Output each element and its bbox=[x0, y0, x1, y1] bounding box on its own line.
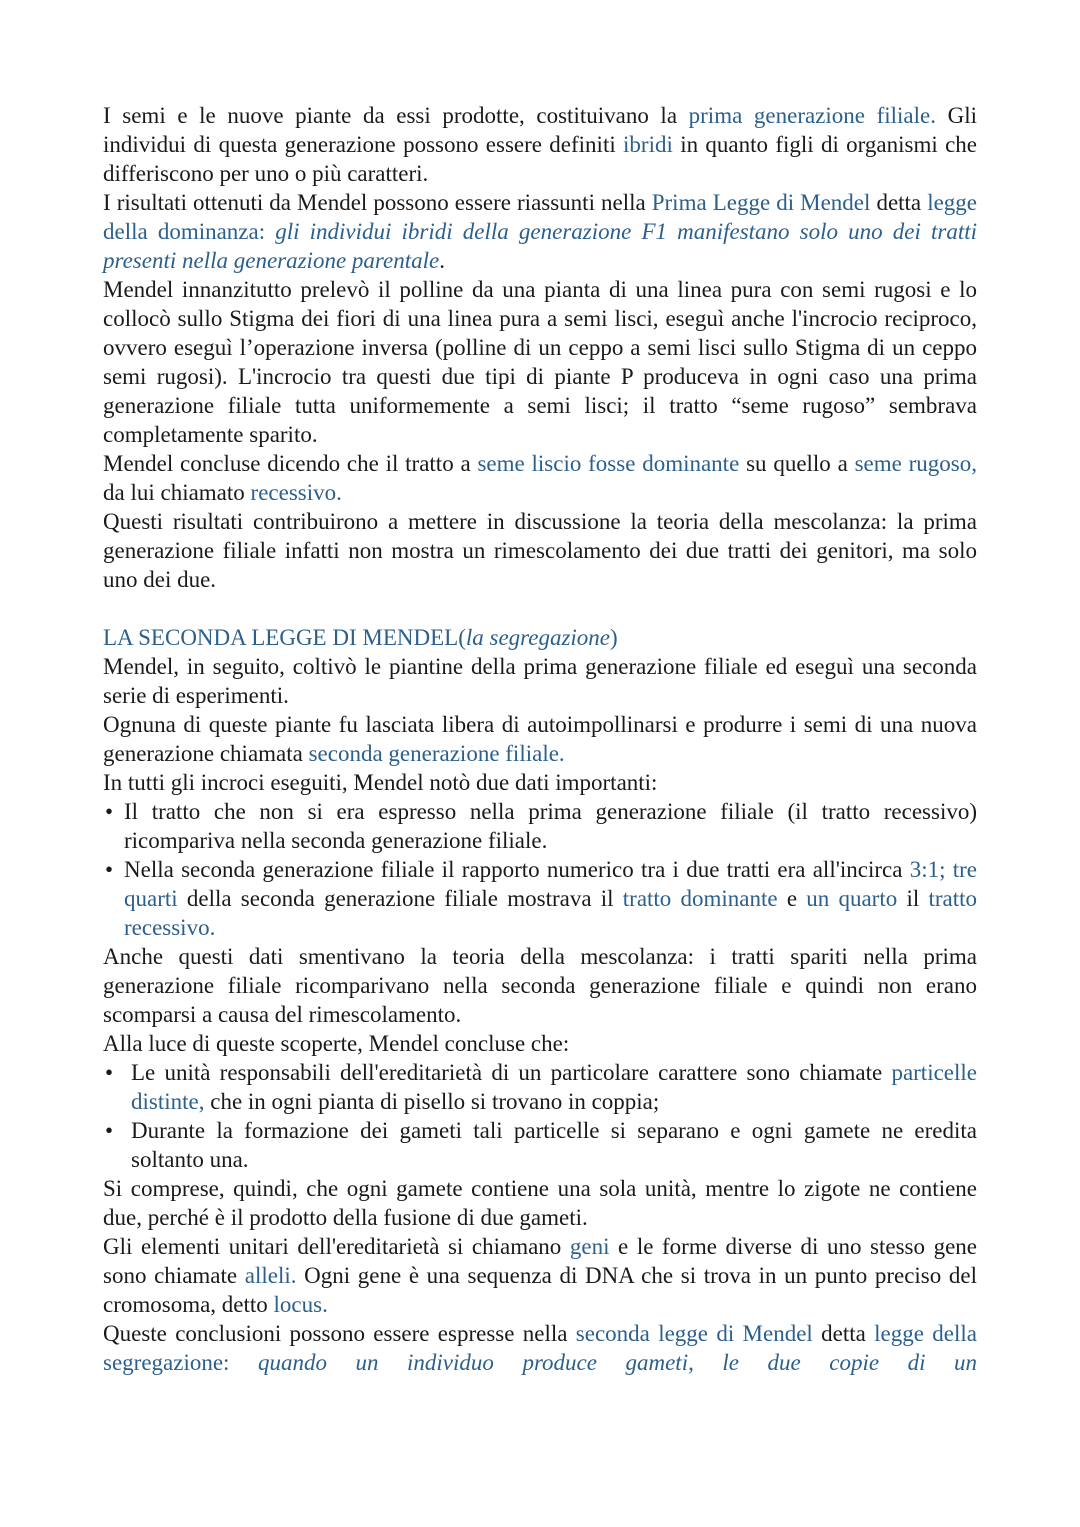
paragraph-second-experiments: Mendel, in seguito, coltivò le piantine della prima generazione filiale ed eseguì una seconda serie di esperimenti. bbox=[103, 654, 977, 708]
term-distinct-particles: particelle distinte, bbox=[131, 1060, 977, 1114]
term-first-filial-generation: prima generazione filiale. bbox=[688, 103, 936, 128]
paragraph-disproved-blending: Anche questi dati smentivano la teoria della mescolanza: i tratti spariti nella prima generazione filiale ricomparivano nella seconda generazione filiale e quindi non erano scomparsi a causa del rimescolamento. bbox=[103, 944, 977, 1027]
term-first-law: Prima Legge di Mendel bbox=[651, 190, 871, 215]
term-second-law: seconda legge di Mendel bbox=[575, 1321, 813, 1346]
paragraph-dominant-recessive: Mendel concluse dicendo che il tratto a seme liscio fosse dominante su quello a seme rugoso, da lui chiamato recessivo. bbox=[103, 451, 977, 505]
observations-list bbox=[103, 797, 977, 942]
section-heading-second-law: LA SECONDA LEGGE DI MENDEL(la segregazione) bbox=[103, 625, 618, 650]
term-hybrids: ibridi bbox=[623, 132, 673, 157]
second-law-definition: quando un individuo produce gameti, le due copie di un bbox=[257, 1350, 977, 1375]
paragraph-second-law: Queste conclusioni possono essere espresse nella seconda legge di Mendel detta legge della segregazione: quando un individuo produce gameti, le due copie di un bbox=[103, 1321, 978, 1375]
paragraph-blending-theory: Questi risultati contribuirono a mettere in discussione la teoria della mescolanza: la prima generazione filiale infatti non mostra un rimescolamento dei due tratti dei genitori, ma solo uno dei due. bbox=[103, 509, 977, 592]
term-law-of-dominance: legge della dominanza: bbox=[103, 190, 977, 244]
list-item: • Durante la formazione dei gameti tali particelle si separano e ogni gamete ne eredita soltanto una. bbox=[105, 1118, 977, 1172]
list-item: • Nella seconda generazione filiale il rapporto numerico tra i due tratti era all'incirca 3:1; tre quarti della seconda generazione filiale mostrava il tratto dominante e un quarto il tratto recessivo. bbox=[105, 857, 977, 940]
term-second-filial-generation: seconda generazione filiale. bbox=[308, 741, 565, 766]
bullet-icon: • bbox=[105, 1118, 114, 1143]
term-law-of-segregation: legge della segregazione: bbox=[103, 1321, 978, 1375]
document-page bbox=[103, 101, 977, 1377]
paragraph-first-filial-generation: I semi e le nuove piante da essi prodotte, costituivano la prima generazione filiale. Gli individui di questa generazione possono essere definiti ibridi in quanto figli di organismi che differiscono per uno o più caratteri. bbox=[103, 103, 977, 186]
bullet-icon: • bbox=[105, 799, 114, 824]
paragraph-gamete-zygote: Si comprese, quindi, che ogni gamete contiene una sola unità, mentre lo zigote ne contiene due, perché è il prodotto della fusione di due gameti. bbox=[103, 1176, 977, 1230]
paragraph-two-observations: In tutti gli incroci eseguiti, Mendel notò due dati importanti: bbox=[103, 770, 658, 795]
term-alleles: alleli. bbox=[244, 1263, 297, 1288]
term-one-quarter: un quarto bbox=[806, 886, 898, 911]
paragraph-pollen-experiment: Mendel innanzitutto prelevò il polline da una pianta di una linea pura con semi rugosi e lo collocò sullo Stigma dei fiori di una linea pura a semi lisci, eseguì anche l'incrocio reciproco, ovvero eseguì l’operazione inversa (polline di un ceppo a semi lisci sullo Stigma di un ceppo semi rugosi). L'incrocio tra questi due tipi di piante P produceva in ogni caso una prima generazione filiale tutta uniformemente a semi lisci; il tratto “seme rugoso” sembrava completamente sparito. bbox=[103, 277, 977, 447]
paragraph-first-law: I risultati ottenuti da Mendel possono essere riassunti nella Prima Legge di Mendel detta legge della dominanza: gli individui ibridi della generazione F1 manifestano solo uno dei tratti presenti nella generazione parentale. bbox=[103, 190, 978, 273]
conclusions-list bbox=[103, 1058, 977, 1174]
term-wrinkled-seed: seme rugoso, bbox=[854, 451, 977, 476]
term-recessive-trait: tratto recessivo. bbox=[124, 886, 977, 940]
paragraph-self-pollination: Ognuna di queste piante fu lasciata libera di autoimpollinarsi e produrre i semi di una nuova generazione chiamata seconda generazione filiale. bbox=[103, 712, 977, 766]
list-item: • Le unità responsabili dell'ereditarietà di un particolare carattere sono chiamate particelle distinte, che in ogni pianta di pisello si trovano in coppia; bbox=[105, 1060, 977, 1114]
bullet-icon: • bbox=[105, 857, 114, 882]
term-genes: geni bbox=[569, 1234, 610, 1259]
paragraph-genes-alleles: Gli elementi unitari dell'ereditarietà si chiamano geni e le forme diverse di uno stesso gene sono chiamate alleli. Ogni gene è una sequenza di DNA che si trova in un punto preciso del cromosoma, detto locus. bbox=[103, 1234, 977, 1317]
first-law-definition: gli individui ibridi della generazione F1 manifestano solo uno dei tratti presenti nella generazione parentale bbox=[103, 219, 978, 273]
term-recessive: recessivo. bbox=[250, 480, 342, 505]
term-ratio-three-quarters: 3:1; tre quarti bbox=[124, 857, 977, 911]
term-locus: locus. bbox=[273, 1292, 328, 1317]
paragraph-conclusions-intro: Alla luce di queste scoperte, Mendel concluse che: bbox=[103, 1031, 570, 1056]
list-item: • Il tratto che non si era espresso nella prima generazione filiale (il tratto recessivo) ricompariva nella seconda generazione filiale. bbox=[105, 799, 977, 853]
term-smooth-seed-dominant: seme liscio fosse dominante bbox=[477, 451, 740, 476]
term-dominant-trait: tratto dominante bbox=[622, 886, 778, 911]
bullet-icon: • bbox=[105, 1060, 114, 1085]
